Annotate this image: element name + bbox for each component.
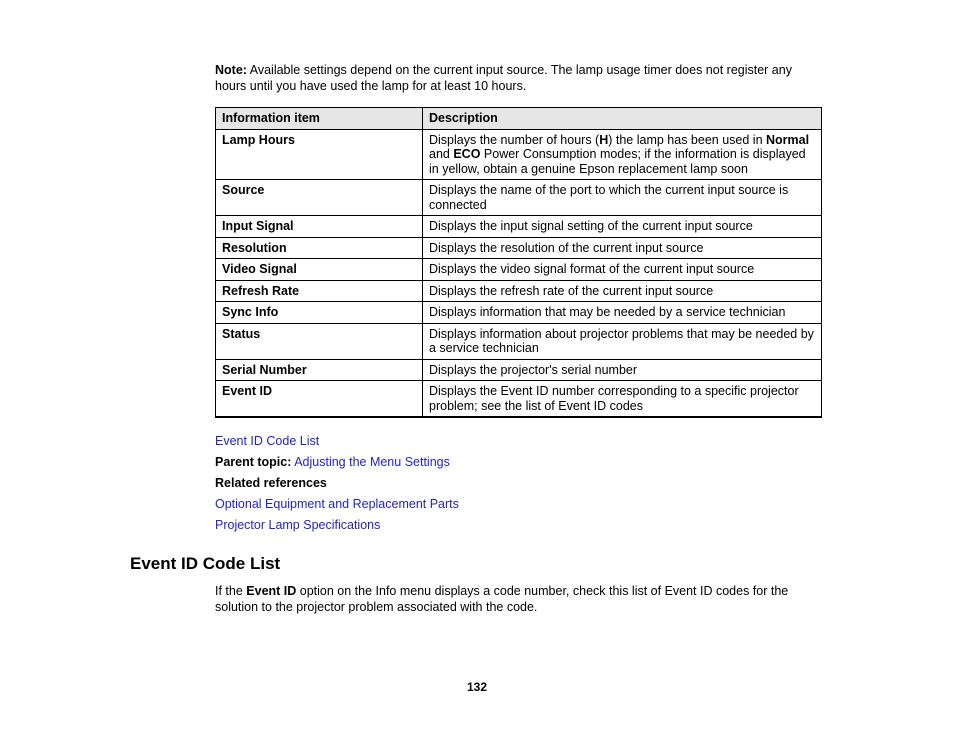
table-row [216, 323, 822, 359]
table-row [216, 302, 822, 324]
parent-topic-label: Parent topic: [215, 455, 292, 469]
table-row [216, 280, 822, 302]
description-cell: Displays the Event ID number corresponding to a specific projector problem; see the list of Event ID codes [423, 381, 822, 418]
column-header-description: Description [423, 108, 822, 130]
section-heading: Event ID Code List [130, 554, 281, 573]
table-row [216, 237, 822, 259]
table-row [216, 359, 822, 381]
description-cell: Displays information about projector problems that may be needed by a service technician [423, 323, 822, 359]
description-cell: Displays the input signal setting of the current input source [423, 216, 822, 238]
column-header-information-item: Information item [216, 108, 423, 130]
information-item-cell: Status [216, 323, 423, 359]
information-item-cell: Lamp Hours [216, 129, 423, 180]
information-item-cell: Serial Number [216, 359, 423, 381]
event-id-code-list-line [215, 434, 822, 449]
table-row [216, 216, 822, 238]
information-item-cell: Input Signal [216, 216, 423, 238]
description-cell: Displays the video signal format of the current input source [423, 259, 822, 281]
related-reference-link-projector-lamp-specifications[interactable]: Projector Lamp Specifications [215, 518, 381, 532]
related-reference-line-2 [215, 518, 822, 533]
related-reference-line-1 [215, 497, 822, 512]
information-item-cell: Sync Info [216, 302, 423, 324]
information-item-cell: Video Signal [216, 259, 423, 281]
note-paragraph: Note: Available settings depend on the current input source. The lamp usage timer does not register any hours until you have used the lamp for at least 10 hours. [215, 63, 792, 93]
table-row [216, 259, 822, 281]
table-row [216, 129, 822, 180]
event-id-code-list-link[interactable]: Event ID Code List [215, 434, 320, 448]
description-cell: Displays the resolution of the current input source [423, 237, 822, 259]
info-table [215, 107, 822, 418]
parent-topic-link[interactable]: Adjusting the Menu Settings [294, 455, 450, 469]
information-item-cell: Refresh Rate [216, 280, 423, 302]
description-cell: Displays the refresh rate of the current input source [423, 280, 822, 302]
information-item-cell: Resolution [216, 237, 423, 259]
related-reference-link-optional-equipment[interactable]: Optional Equipment and Replacement Parts [215, 497, 459, 511]
section-intro-paragraph: If the Event ID option on the Info menu displays a code number, check this list of Event ID codes for the solution to the projector problem associated with the code. [215, 584, 789, 614]
parent-topic-line [215, 455, 822, 470]
description-cell: Displays the name of the port to which the current input source is connected [423, 180, 822, 216]
description-cell: Displays information that may be needed by a service technician [423, 302, 822, 324]
information-item-cell: Source [216, 180, 423, 216]
table-header-row [216, 108, 822, 130]
table-row [216, 180, 822, 216]
table-row [216, 381, 822, 418]
information-item-cell: Event ID [216, 381, 423, 418]
description-cell: Displays the number of hours (H) the lamp has been used in Normal and ECO Power Consumption modes; if the information is displayed in yellow, obtain a genuine Epson replacement lamp soon [423, 129, 822, 180]
page-number: 132 [466, 680, 488, 694]
related-references-label: Related references [215, 476, 327, 490]
description-cell: Displays the projector's serial number [423, 359, 822, 381]
